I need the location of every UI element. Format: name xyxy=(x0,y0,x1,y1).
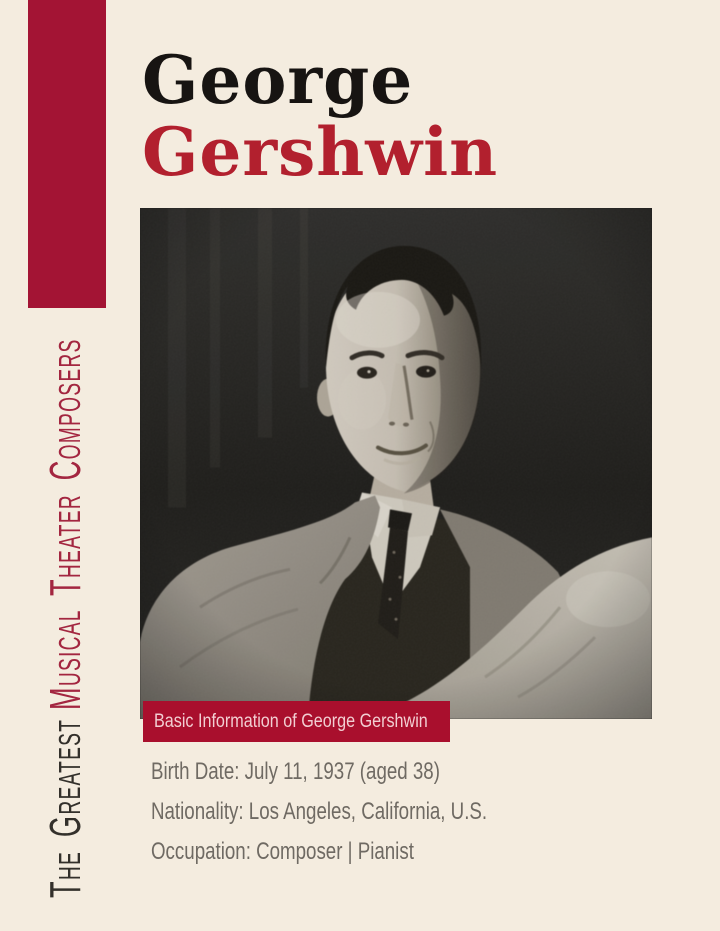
info-row-occupation: Occupation: Composer | Pianist xyxy=(151,838,414,865)
info-panel xyxy=(151,752,582,872)
title-first-name: George xyxy=(142,41,414,119)
series-title-vertical xyxy=(38,298,94,898)
page-title xyxy=(142,41,499,191)
gershwin-photo-illustration xyxy=(140,208,652,719)
title-last-name: Gershwin xyxy=(142,113,499,191)
series-title-prefix: The Greatest xyxy=(41,718,90,898)
red-accent-bar xyxy=(28,0,106,308)
info-banner xyxy=(143,701,450,742)
info-row-nationality: Nationality: Los Angeles, California, U.S. xyxy=(151,798,488,825)
info-row-birth-date: Birth Date: July 11, 1937 (aged 38) xyxy=(151,758,440,785)
portrait-photo xyxy=(140,208,652,719)
series-title-text xyxy=(38,338,94,898)
series-title-highlight: Musical Theater Composers xyxy=(41,338,90,711)
info-banner-label: Basic Information of George Gershwin xyxy=(154,710,428,732)
